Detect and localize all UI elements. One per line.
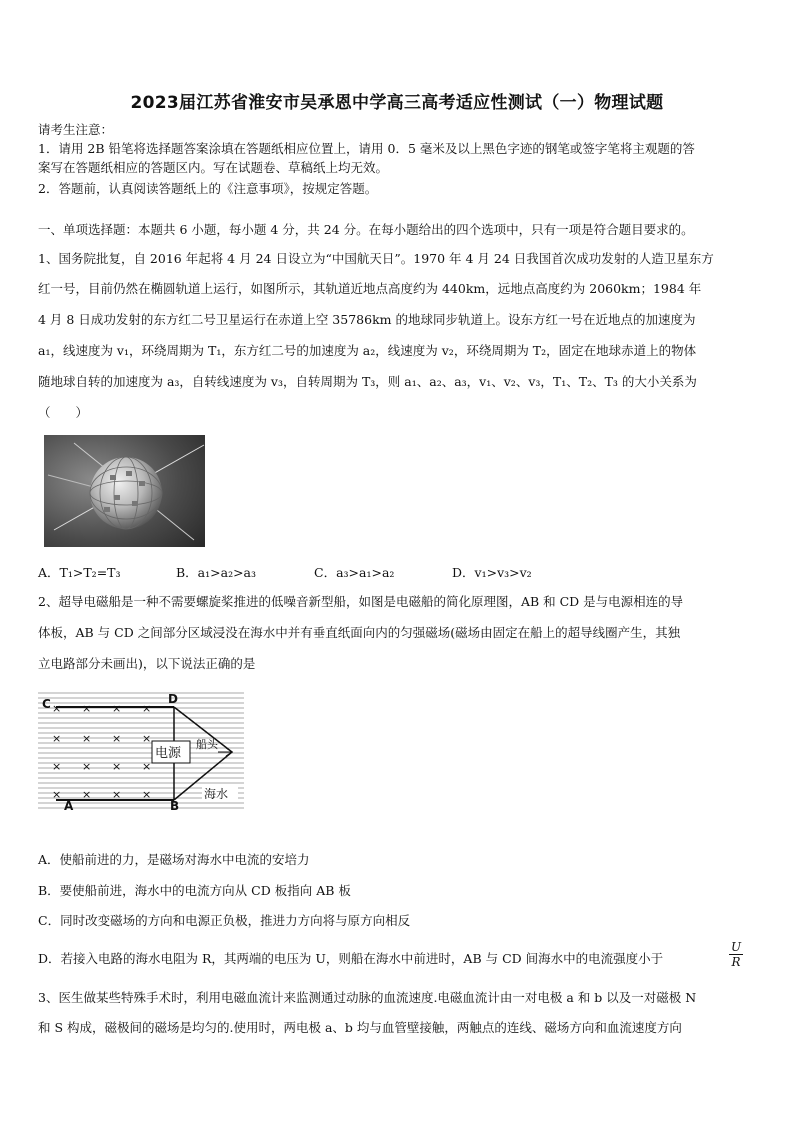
svg-text:×: ×: [82, 732, 92, 745]
power-source-label: 电源: [155, 746, 182, 761]
svg-text:×: ×: [82, 702, 92, 715]
q1-line-3: 4 月 8 日成功发射的东方红二号卫星运行在赤道上空 35786km 的地球同步轨道上。设东方红一号在近地点的加速度为: [38, 312, 696, 327]
notice-item-1-cont: 案写在答题纸相应的答题区内。写在试题卷、草稿纸上均无效。: [38, 160, 389, 175]
q2-option-a[interactable]: A．使船前进的力，是磁场对海水中电流的安培力: [38, 852, 310, 867]
svg-text:×: ×: [82, 788, 92, 801]
q2-line-2: 体板，AB 与 CD 之间部分区域浸没在海水中并有垂直纸面向内的匀强磁场(磁场由固定在船上的超导线圈产生，其独: [38, 625, 681, 640]
exam-title: 2023届江苏省淮安市吴承恩中学高三高考适应性测试（一）物理试题: [130, 93, 664, 113]
q2-line-3: 立电路部分未画出)，以下说法正确的是: [38, 656, 256, 671]
svg-text:×: ×: [112, 760, 122, 773]
svg-text:×: ×: [52, 702, 62, 715]
svg-text:×: ×: [142, 732, 152, 745]
svg-text:×: ×: [142, 702, 152, 715]
svg-text:×: ×: [112, 788, 122, 801]
satellite-image: [44, 435, 205, 547]
svg-text:×: ×: [142, 760, 152, 773]
label-c: C: [42, 697, 51, 711]
q1-line-2: 红一号，目前仍然在椭圆轨道上运行，如图所示，其轨道近地点高度约为 440km，远地点高度约为 2060km；1984 年: [38, 281, 702, 296]
svg-text:×: ×: [112, 702, 122, 715]
notice-item-2: 2．答题前，认真阅读答题纸上的《注意事项》，按规定答题。: [38, 181, 378, 196]
q2-option-b[interactable]: B．要使船前进，海水中的电流方向从 CD 板指向 AB 板: [38, 883, 351, 898]
svg-text:×: ×: [52, 760, 62, 773]
label-d: D: [168, 692, 178, 706]
q3-line-1: 3、医生做某些特殊手术时，利用电磁血流计来监测通过动脉的血流速度.电磁血流计由一对电极 a 和 b 以及一对磁极 N: [38, 990, 697, 1005]
boat-head-label: 船头: [196, 738, 218, 751]
fraction-denominator: R: [731, 955, 741, 969]
svg-text:×: ×: [52, 788, 62, 801]
section-heading: 一、单项选择题：本题共 6 小题，每小题 4 分，共 24 分。在每小题给出的四个选项中，只有一项是符合题目要求的。: [38, 222, 694, 237]
q1-line-5: 随地球自转的加速度为 a₃，自转线速度为 v₃，自转周期为 T₃，则 a₁、a₂、a₃，v₁、v₂、v₃，T₁、T₂、T₃ 的大小关系为: [38, 374, 697, 389]
q1-option-a[interactable]: A．T₁>T₂=T₃: [38, 565, 121, 580]
notice-item-1: 1．请用 2B 铅笔将选择题答案涂填在答题纸相应位置上，请用 0．5 毫米及以上黑色字迹的钢笔或签字笔将主观题的答: [38, 141, 695, 156]
q1-option-c[interactable]: C．a₃>a₁>a₂: [314, 565, 395, 580]
fraction-u-over-r: [729, 940, 743, 969]
q3-line-2: 和 S 构成，磁极间的磁场是均匀的.使用时，两电极 a、b 均与血管壁接触，两触点的连线、磁场方向和血流速度方向: [38, 1020, 682, 1035]
q1-line-1: 1、国务院批复，自 2016 年起将 4 月 24 日设立为“中国航天日”。1970 年 4 月 24 日我国首次成功发射的人造卫星东方: [38, 251, 714, 266]
svg-text:×: ×: [112, 732, 122, 745]
svg-text:×: ×: [82, 760, 92, 773]
fraction-numerator: U: [730, 940, 742, 954]
sea-water-label: 海水: [204, 787, 229, 801]
magnetic-field-crosses: [52, 702, 151, 801]
q2-option-c[interactable]: C．同时改变磁场的方向和电源正负极，推进力方向将与原方向相反: [38, 913, 411, 928]
q1-line-4: a₁，线速度为 v₁，环绕周期为 T₁，东方红二号的加速度为 a₂，线速度为 v₂，环绕周期为 T₂，固定在地球赤道上的物体: [38, 343, 697, 358]
svg-text:×: ×: [142, 788, 152, 801]
svg-text:×: ×: [52, 732, 62, 745]
q2-option-d[interactable]: D．若接入电路的海水电阻为 R，其两端的电压为 U，则船在海水中前进时，AB 与 CD 间海水中的电流强度小于: [38, 951, 664, 966]
q1-option-b[interactable]: B．a₁>a₂>a₃: [176, 565, 257, 580]
q2-line-1: 2、超导电磁船是一种不需要螺旋桨推进的低噪音新型船，如图是电磁船的简化原理图，AB 和 CD 是与电源相连的导: [38, 594, 684, 609]
q1-option-d[interactable]: D．v₁>v₃>v₂: [452, 565, 532, 580]
ship-diagram: [38, 690, 244, 812]
q1-line-6: （ ）: [38, 405, 89, 420]
notice-header: 请考生注意：: [38, 122, 114, 137]
label-a: A: [64, 799, 74, 812]
label-b: B: [170, 799, 180, 812]
